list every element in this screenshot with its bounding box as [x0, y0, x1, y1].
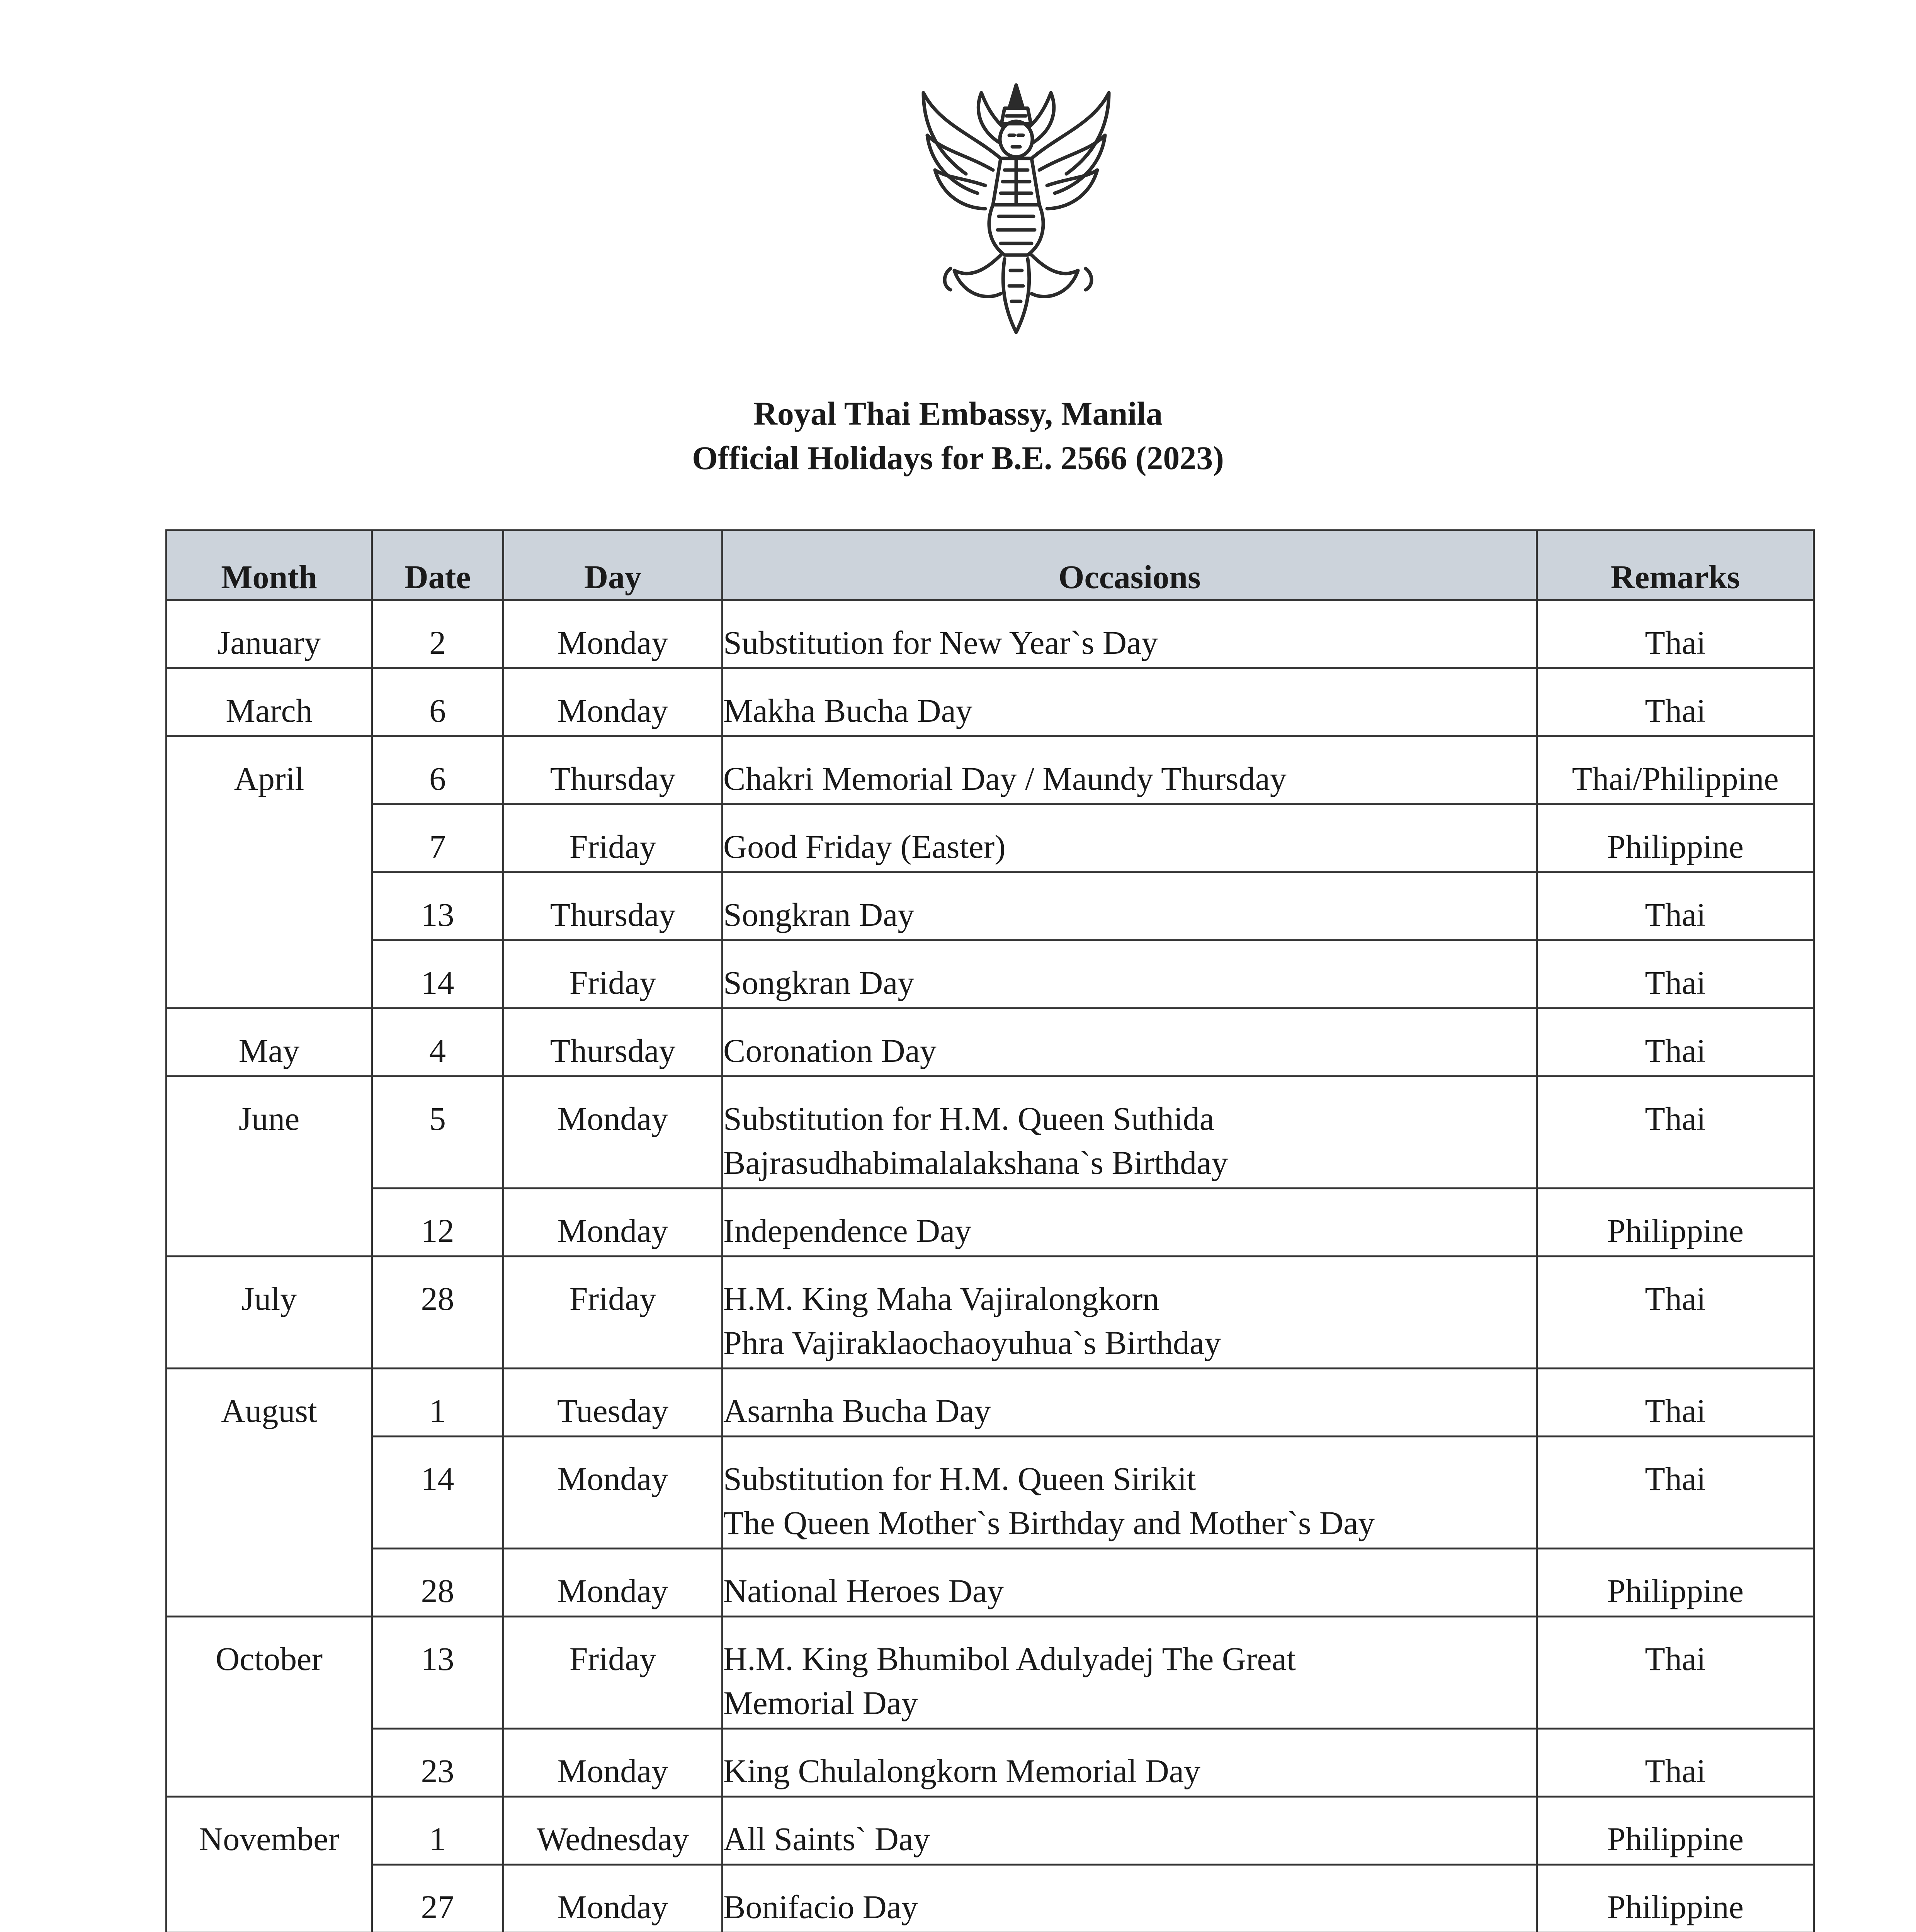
month-cell: April [167, 736, 372, 1009]
day-cell: Thursday [503, 736, 723, 804]
remark-cell: Thai [1537, 1257, 1814, 1369]
date-cell: 4 [372, 1009, 503, 1077]
month-cell: November [167, 1797, 372, 1932]
remark-cell: Philippine [1537, 1189, 1814, 1257]
date-cell: 6 [372, 668, 503, 736]
garuda-emblem-icon [908, 77, 1124, 348]
day-cell: Monday [503, 600, 723, 668]
table-header-row [167, 531, 1814, 600]
table-row [167, 600, 1814, 668]
remark-cell: Philippine [1537, 1797, 1814, 1865]
remark-cell: Thai [1537, 1077, 1814, 1189]
occasion-cell: H.M. King Bhumibol Adulyadej The Great Memorial Day [723, 1617, 1537, 1729]
date-cell: 23 [372, 1729, 503, 1797]
table-row [167, 1369, 1814, 1437]
date-cell: 6 [372, 736, 503, 804]
remark-cell: Thai [1537, 872, 1814, 940]
table-row [167, 1617, 1814, 1729]
month-cell: July [167, 1257, 372, 1369]
table-row [167, 1549, 1814, 1617]
day-cell: Friday [503, 804, 723, 872]
remark-cell: Thai/Philippine [1537, 736, 1814, 804]
remark-cell: Thai [1537, 1729, 1814, 1797]
day-cell: Friday [503, 1257, 723, 1369]
table-row [167, 1797, 1814, 1865]
date-cell: 28 [372, 1257, 503, 1369]
date-cell: 5 [372, 1077, 503, 1189]
occasion-cell: King Chulalongkorn Memorial Day [723, 1729, 1537, 1797]
column-header-occasions: Occasions [723, 531, 1537, 600]
table-row [167, 1077, 1814, 1189]
date-cell: 13 [372, 872, 503, 940]
date-cell: 14 [372, 1437, 503, 1549]
remark-cell: Thai [1537, 668, 1814, 736]
remark-cell: Thai [1537, 600, 1814, 668]
date-cell: 1 [372, 1369, 503, 1437]
remark-cell: Thai [1537, 1369, 1814, 1437]
table-row [167, 804, 1814, 872]
column-header-day: Day [503, 531, 723, 600]
occasion-cell: Independence Day [723, 1189, 1537, 1257]
occasion-cell: Asarnha Bucha Day [723, 1369, 1537, 1437]
table-row [167, 1865, 1814, 1932]
occasion-cell: Bonifacio Day [723, 1865, 1537, 1932]
occasion-cell: Chakri Memorial Day / Maundy Thursday [723, 736, 1537, 804]
day-cell: Tuesday [503, 1369, 723, 1437]
day-cell: Friday [503, 1617, 723, 1729]
day-cell: Thursday [503, 1009, 723, 1077]
occasion-cell: Songkran Day [723, 872, 1537, 940]
remark-cell: Philippine [1537, 1549, 1814, 1617]
remark-cell: Thai [1537, 940, 1814, 1009]
occasion-cell: National Heroes Day [723, 1549, 1537, 1617]
column-header-date: Date [372, 531, 503, 600]
occasion-cell: All Saints` Day [723, 1797, 1537, 1865]
occasion-cell: Substitution for H.M. Queen Sirikit The Queen Mother`s Birthday and Mother`s Day [723, 1437, 1537, 1549]
day-cell: Thursday [503, 872, 723, 940]
document-title: Official Holidays for B.E. 2566 (2023) [692, 439, 1224, 476]
date-cell: 14 [372, 940, 503, 1009]
month-cell: May [167, 1009, 372, 1077]
month-cell: June [167, 1077, 372, 1257]
day-cell: Monday [503, 1549, 723, 1617]
day-cell: Monday [503, 668, 723, 736]
day-cell: Monday [503, 1729, 723, 1797]
table-row [167, 1189, 1814, 1257]
table-row [167, 736, 1814, 804]
remark-cell: Thai [1537, 1437, 1814, 1549]
month-cell: October [167, 1617, 372, 1797]
occasion-cell: Makha Bucha Day [723, 668, 1537, 736]
table-row [167, 668, 1814, 736]
date-cell: 12 [372, 1189, 503, 1257]
table-row [167, 1257, 1814, 1369]
occasion-cell: H.M. King Maha Vajiralongkorn Phra Vajiraklaochaoyuhua`s Birthday [723, 1257, 1537, 1369]
date-cell: 1 [372, 1797, 503, 1865]
date-cell: 13 [372, 1617, 503, 1729]
table-row [167, 1729, 1814, 1797]
occasion-cell: Substitution for H.M. Queen Suthida Bajrasudhabimalalakshana`s Birthday [723, 1077, 1537, 1189]
table-row [167, 1009, 1814, 1077]
occasion-cell: Good Friday (Easter) [723, 804, 1537, 872]
day-cell: Monday [503, 1077, 723, 1189]
day-cell: Wednesday [503, 1797, 723, 1865]
embassy-title: Royal Thai Embassy, Manila [753, 395, 1163, 432]
occasion-cell: Songkran Day [723, 940, 1537, 1009]
occasion-cell: Substitution for New Year`s Day [723, 600, 1537, 668]
day-cell: Monday [503, 1865, 723, 1932]
occasion-cell: Coronation Day [723, 1009, 1537, 1077]
remark-cell: Philippine [1537, 804, 1814, 872]
day-cell: Friday [503, 940, 723, 1009]
remark-cell: Thai [1537, 1617, 1814, 1729]
table-row [167, 872, 1814, 940]
day-cell: Monday [503, 1437, 723, 1549]
date-cell: 7 [372, 804, 503, 872]
table-row [167, 1437, 1814, 1549]
date-cell: 27 [372, 1865, 503, 1932]
column-header-month: Month [167, 531, 372, 600]
date-cell: 28 [372, 1549, 503, 1617]
month-cell: March [167, 668, 372, 736]
month-cell: January [167, 600, 372, 668]
column-header-remarks: Remarks [1537, 531, 1814, 600]
remark-cell: Thai [1537, 1009, 1814, 1077]
remark-cell: Philippine [1537, 1865, 1814, 1932]
month-cell: August [167, 1369, 372, 1617]
day-cell: Monday [503, 1189, 723, 1257]
table-row [167, 940, 1814, 1009]
holidays-table [165, 529, 1815, 1932]
date-cell: 2 [372, 600, 503, 668]
